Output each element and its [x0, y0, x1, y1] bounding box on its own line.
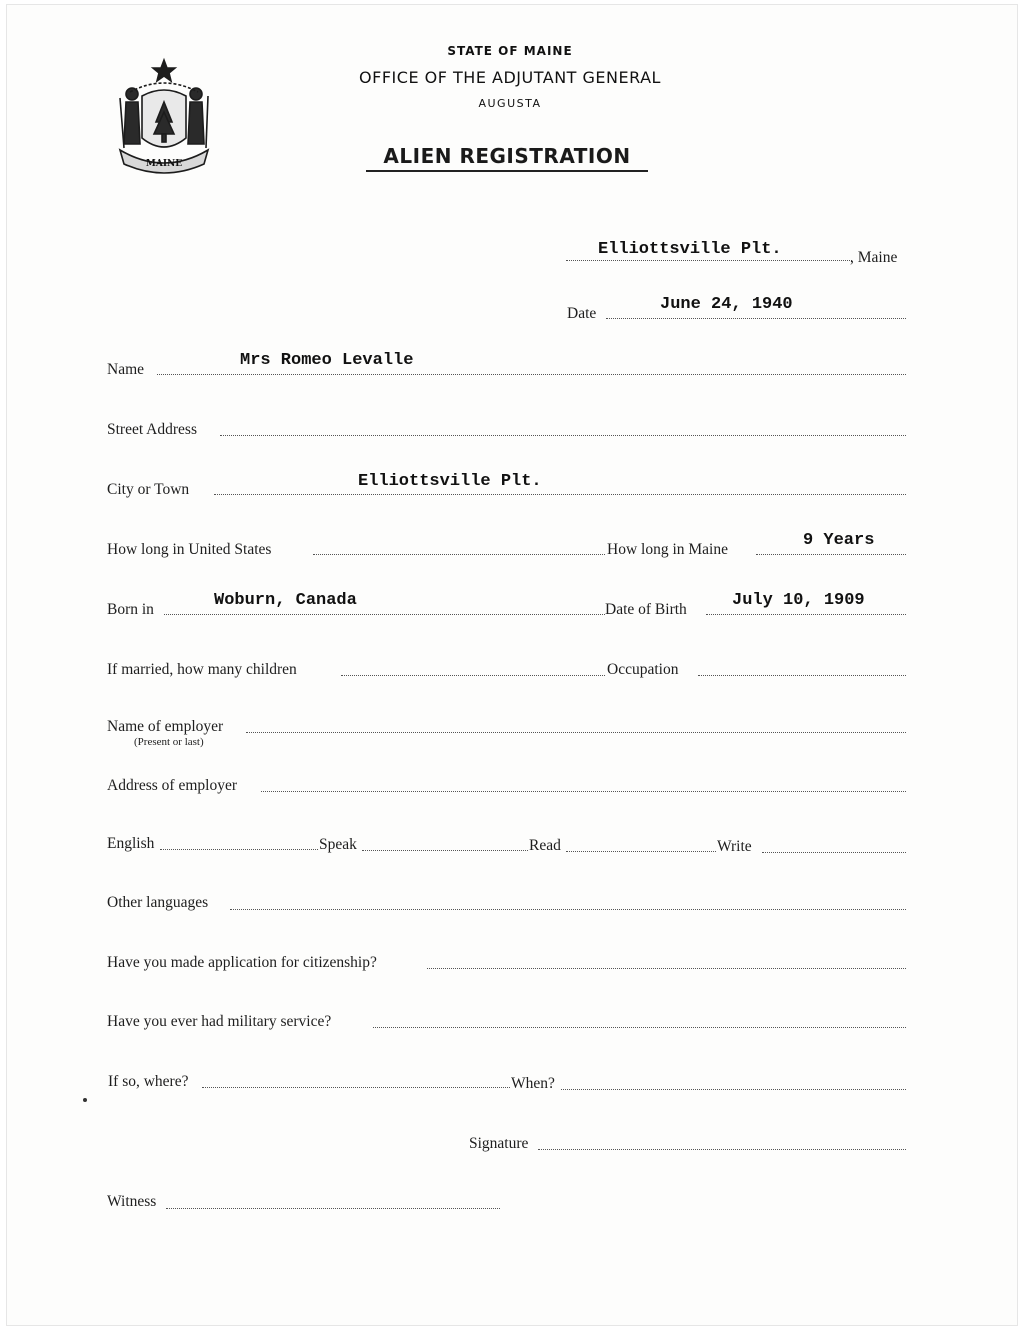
city-or-town-value[interactable]: Elliottsville Plt.: [358, 472, 542, 491]
how-long-us-label: How long in United States: [107, 541, 272, 558]
english-line: [160, 849, 318, 850]
other-languages-line: [230, 909, 906, 910]
how-long-maine-line: [756, 554, 906, 555]
read-label: Read: [529, 837, 561, 854]
witness-label: Witness: [107, 1193, 157, 1210]
name-value[interactable]: Mrs Romeo Levalle: [240, 351, 414, 370]
when-label: When?: [511, 1075, 555, 1092]
address-of-employer-label: Address of employer: [107, 777, 237, 794]
city-or-town-label: City or Town: [107, 481, 190, 498]
date-of-birth-value[interactable]: July 10, 1909: [732, 591, 865, 610]
signature-line: [538, 1149, 906, 1150]
date-of-birth-label: Date of Birth: [605, 601, 687, 618]
read-line: [566, 851, 716, 852]
stray-mark: [83, 1098, 87, 1102]
signature-label: Signature: [469, 1135, 529, 1152]
citizenship-label: Have you made application for citizenship?: [107, 954, 377, 971]
street-address-label: Street Address: [107, 421, 197, 438]
name-label: Name: [107, 361, 145, 378]
street-address-line: [220, 435, 906, 436]
witness-line: [166, 1208, 500, 1209]
speak-label: Speak: [319, 836, 357, 853]
if-so-where-label: If so, where?: [108, 1073, 189, 1090]
date-line: [606, 318, 906, 319]
office-heading: OFFICE OF THE ADJUTANT GENERAL: [359, 68, 661, 87]
town-line: [566, 260, 852, 261]
maine-state-seal-icon: [112, 56, 216, 176]
city-or-town-line: [214, 494, 906, 495]
seal-lettering: MAINE: [145, 159, 183, 169]
born-in-line: [164, 614, 605, 615]
date-label: Date: [567, 305, 597, 322]
if-so-where-line: [202, 1087, 510, 1088]
form-title: ALIEN REGISTRATION: [366, 144, 648, 172]
write-label: Write: [717, 838, 752, 855]
children-line: [341, 675, 605, 676]
present-or-last-note: (Present or last): [134, 736, 204, 748]
born-in-label: Born in: [107, 601, 154, 618]
how-long-us-line: [313, 554, 605, 555]
town-value[interactable]: Elliottsville Plt.: [598, 240, 782, 259]
date-value[interactable]: June 24, 1940: [660, 295, 793, 314]
born-in-value[interactable]: Woburn, Canada: [214, 591, 357, 610]
how-long-maine-value[interactable]: 9 Years: [803, 531, 875, 550]
write-line: [762, 852, 906, 853]
when-line: [561, 1089, 906, 1090]
city-heading: AUGUSTA: [478, 97, 542, 110]
name-of-employer-line: [246, 732, 906, 733]
speak-line: [362, 850, 528, 851]
military-label: Have you ever had military service?: [107, 1013, 332, 1030]
military-line: [373, 1027, 906, 1028]
name-of-employer-label: Name of employer: [107, 718, 224, 735]
citizenship-line: [427, 968, 906, 969]
how-long-maine-label: How long in Maine: [607, 541, 728, 558]
state-heading: STATE OF MAINE: [447, 44, 573, 58]
children-label: If married, how many children: [107, 661, 297, 678]
occupation-line: [698, 675, 906, 676]
name-line: [157, 374, 906, 375]
english-label: English: [107, 835, 155, 852]
address-of-employer-line: [261, 791, 906, 792]
maine-label: , Maine: [850, 249, 898, 266]
other-languages-label: Other languages: [107, 894, 209, 911]
date-of-birth-line: [706, 614, 906, 615]
occupation-label: Occupation: [607, 661, 679, 678]
